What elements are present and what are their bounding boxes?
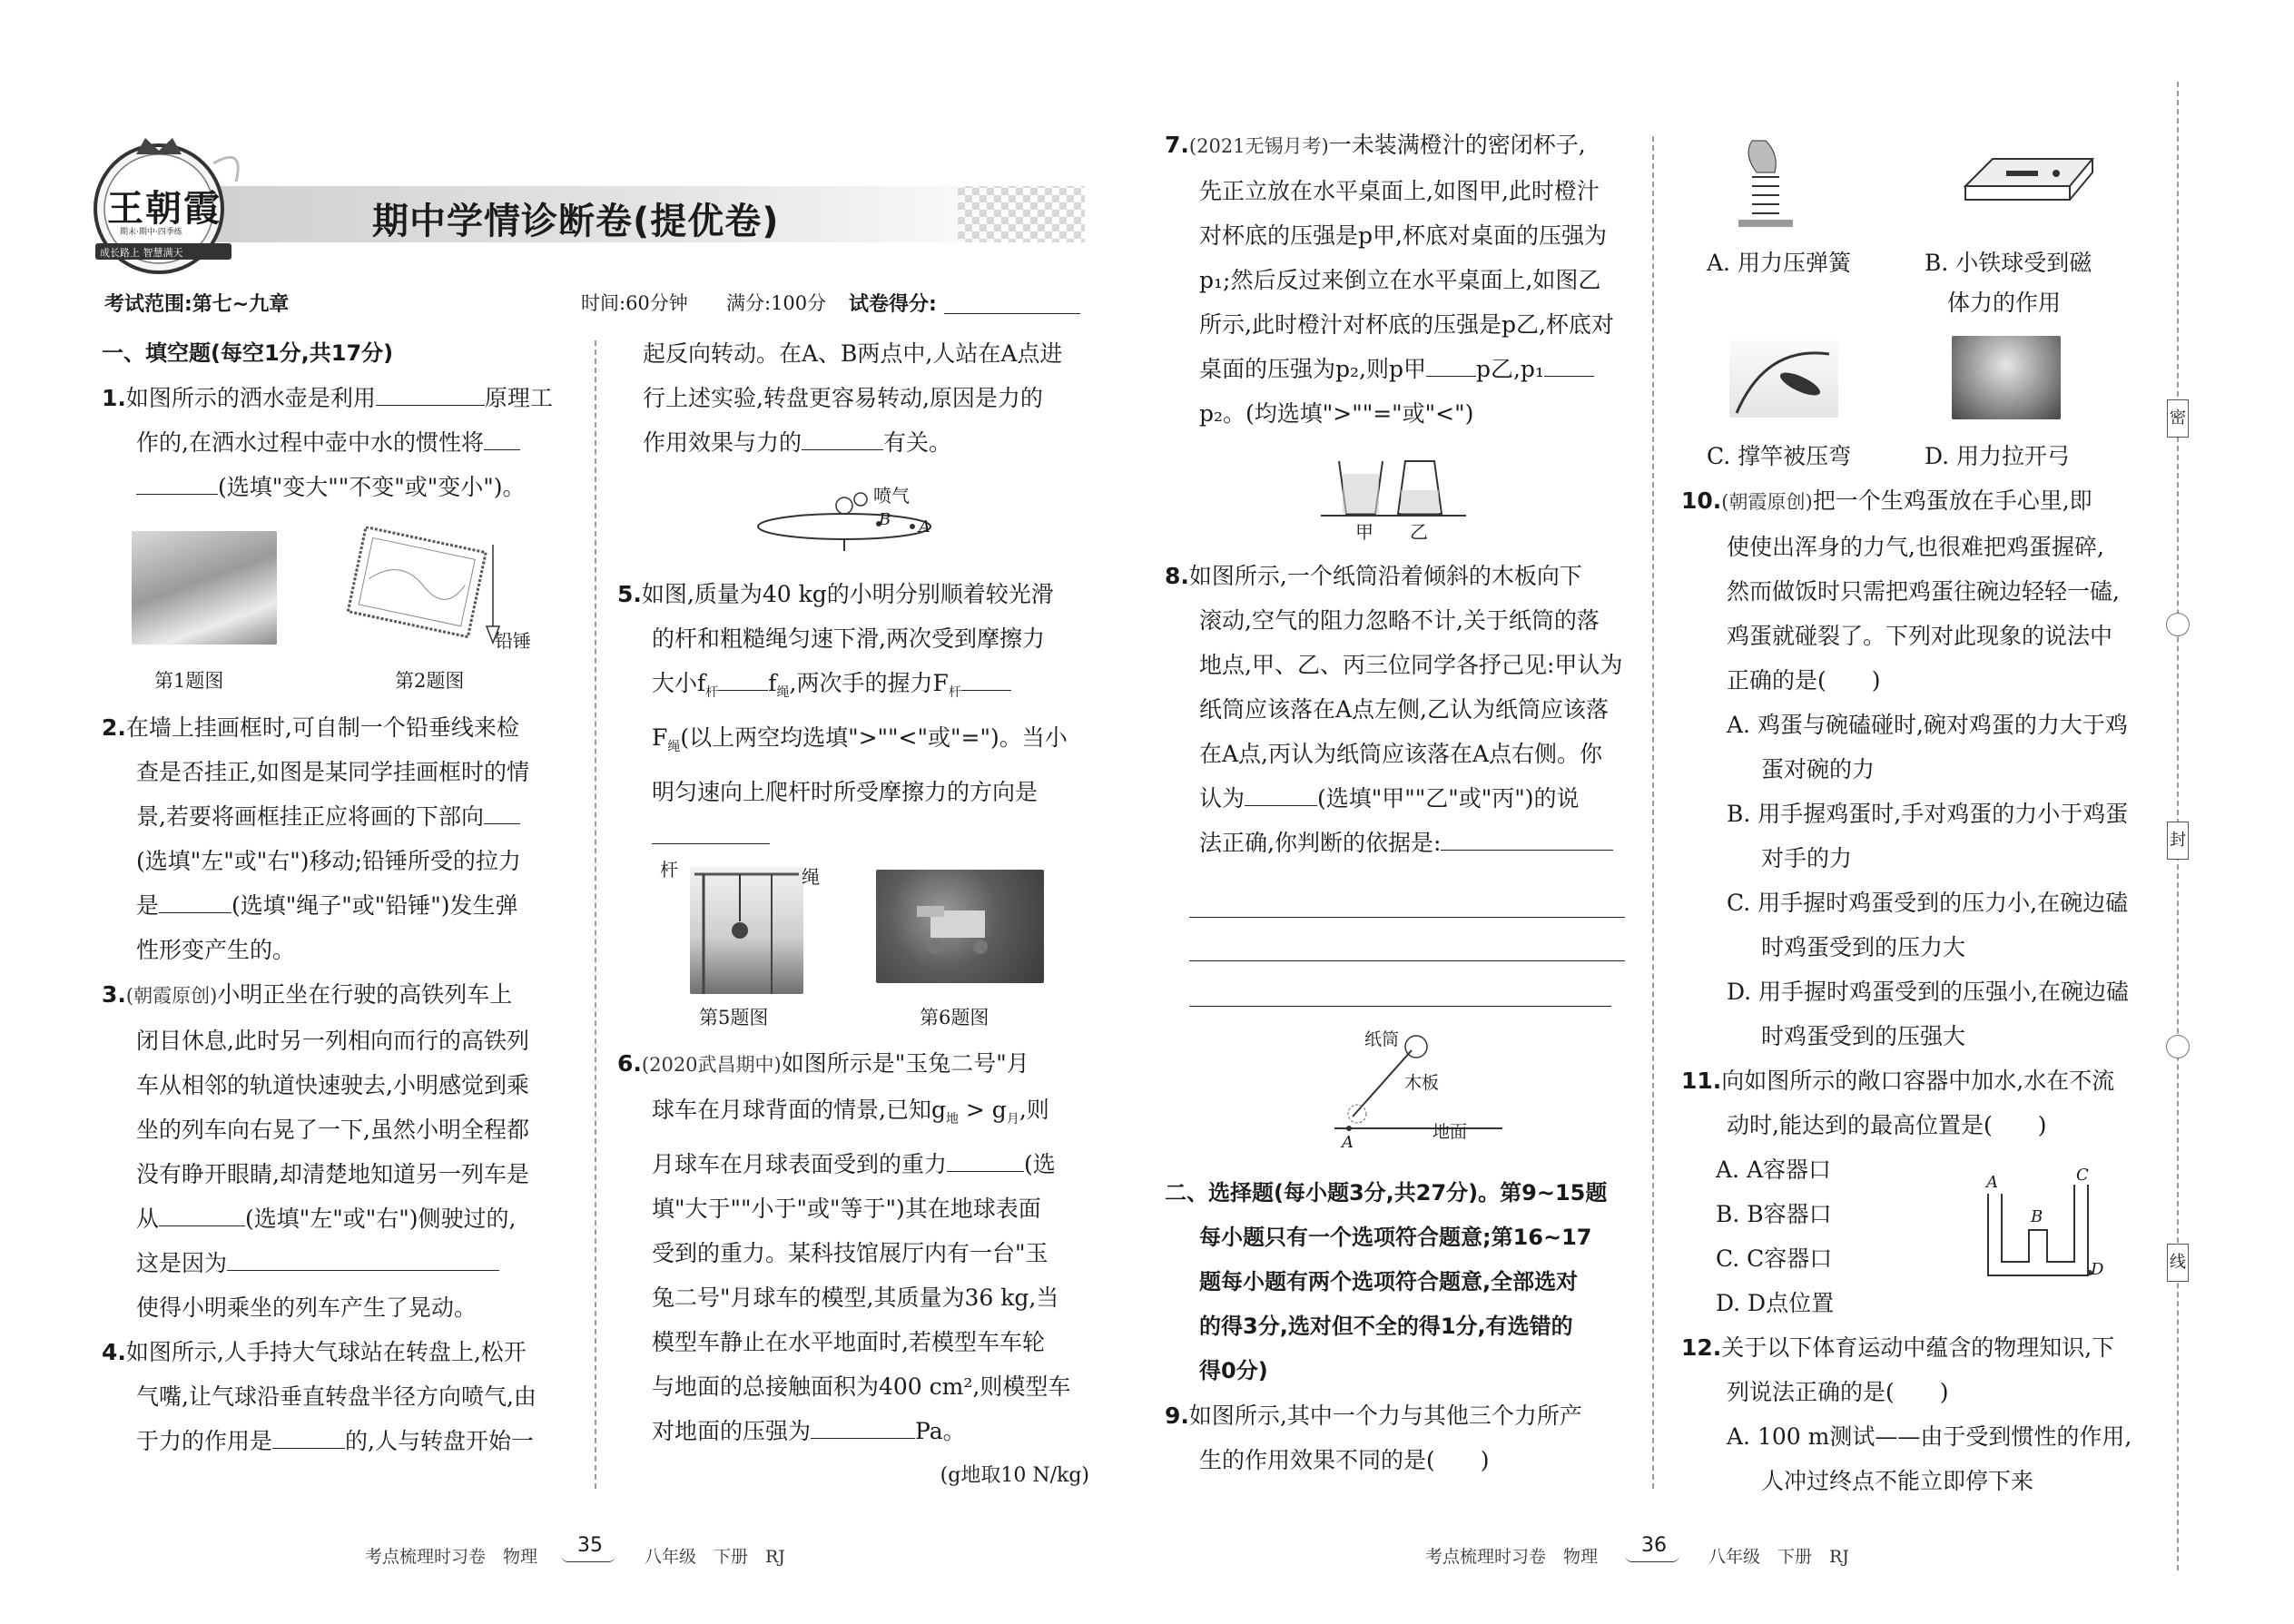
fig4-label-a: A (919, 517, 930, 536)
q3-line: 小明正坐在行驶的高铁列车上 (217, 981, 513, 1008)
q7-line: 所示,此时橙汁对杯底的压强是p乙,杯底对 (1199, 311, 1614, 338)
footer-left-page-number: 35 (577, 1534, 603, 1557)
question-number: 4. (102, 1339, 126, 1365)
q8-line: 地点,甲、乙、丙三位同学各抒己见:甲认为 (1199, 652, 1623, 678)
q11-option-a[interactable]: A. A容器口 (1716, 1156, 1832, 1183)
q7-line: p₁;然后反过来倒立在水平桌面上,如图乙 (1199, 267, 1601, 293)
q4-line: 作用效果与力的 (643, 429, 802, 456)
option-a[interactable]: A. 用力压弹簧 (1707, 250, 1851, 276)
q2-line: 查是否挂正,如图是某同学挂画框时的情 (136, 759, 529, 785)
q2-line: 性形变产生的。 (136, 937, 296, 963)
q6-line: 月球车在月球表面受到的重力 (652, 1151, 948, 1177)
q10-option-d[interactable] (1681, 969, 2158, 1058)
question-number: 3. (102, 981, 126, 1008)
footer-left-series: 考点梳理时习卷 物理 (365, 1547, 538, 1567)
question-number: 10. (1681, 487, 1722, 514)
question-source: (朝霞原创) (125, 985, 218, 1007)
option-text: D. 用手握时鸡蛋受到的压强小,在碗边磕 (1727, 979, 2129, 1005)
footer-right-series: 考点梳理时习卷 物理 (1425, 1547, 1599, 1567)
q3-line: 这是因为 (136, 1250, 228, 1276)
question-number: 9. (1165, 1403, 1189, 1429)
question-4-continued (643, 331, 1088, 465)
q6-line: 受到的重力。某科技馆展厅内有一台"玉 (652, 1240, 1049, 1266)
option-text: 对手的力 (1761, 845, 1853, 871)
q7-line: p乙,p₁ (1475, 356, 1544, 382)
q10-line: 使使出浑身的力气,也很难把鸡蛋握碎, (1727, 534, 2104, 560)
question-9 (1165, 1393, 1637, 1482)
q6-line: 填"大于""小于"或"等于")其在地球表面 (652, 1196, 1041, 1222)
score-field[interactable] (944, 313, 1080, 314)
q12-line: 关于以下体育运动中蕴含的物理知识,下 (1721, 1334, 2115, 1361)
answer-blank[interactable] (484, 802, 520, 824)
footer-right-grade: 八年级 下册 RJ (1708, 1547, 1849, 1567)
fig5-label-rope: 绳 (802, 866, 820, 888)
question-source: (2020武昌期中) (641, 1054, 782, 1076)
q3-line: 从 (136, 1206, 160, 1232)
q3-line: (选填"左"或"右")侧驶过的, (245, 1206, 517, 1232)
subscript: 杆 (705, 685, 719, 700)
q5-line: 大小f (652, 670, 706, 696)
pole-rope-photo (690, 867, 803, 994)
binding-ornament (2166, 613, 2190, 636)
binding-mark: 密 (2167, 399, 2189, 438)
column-2-q5 (617, 572, 1089, 859)
q2-line: 景,若要将画框挂正应将画的下部向 (136, 803, 484, 830)
q7-line: 桌面的压强为p₂,则p甲 (1199, 356, 1426, 382)
q10-option-a[interactable] (1681, 703, 2158, 792)
q8-line: 认为 (1199, 785, 1245, 812)
q8-line: 如图所示,一个纸筒沿着倾斜的木板向下 (1188, 563, 1582, 589)
question-number: 6. (617, 1050, 642, 1077)
q1-text: 原理 (484, 385, 530, 411)
section2-line: 的得3分,选对但不全的得1分,有选错的 (1199, 1314, 1573, 1339)
binding-mark: 线 (2167, 1244, 2189, 1282)
moon-rover-photo (876, 870, 1044, 983)
question-2 (102, 705, 574, 972)
q8-line: 滚动,空气的阻力忽略不计,关于纸筒的落 (1199, 607, 1600, 634)
exam-full-score: 满分:100分 (726, 292, 827, 314)
figure-caption: 第5题图 (699, 1007, 769, 1029)
q4-line: 行上述实验,转盘更容易转动,原因是力的 (643, 385, 1043, 411)
q6-line: 兔二号"月球车的模型,其质量为36 kg,当 (652, 1284, 1059, 1311)
section-title-fill: 一、填空题(每空1分,共17分) (102, 340, 394, 366)
q9-options-row (1707, 243, 2161, 323)
q6-line: 球车在月球背面的情景,已知g (652, 1097, 946, 1123)
section2-line: 得0分) (1199, 1358, 1268, 1383)
column-separator (1652, 136, 1654, 1489)
q2-line: (选填"绳子"或"铅锤")发生弹 (231, 892, 518, 919)
brand-name: 王朝霞 (107, 187, 222, 230)
answer-line[interactable] (1189, 1006, 1611, 1007)
subscript: 绳 (776, 685, 790, 700)
fig8-label-tube: 纸筒 (1364, 1029, 1400, 1049)
answer-blank[interactable] (159, 1204, 245, 1226)
q6-line: 对地面的压强为 (652, 1418, 812, 1444)
q6-note: (g地取10 N/kg) (940, 1464, 1089, 1487)
fig7-label-jia: 甲 (1355, 521, 1373, 543)
answer-blank[interactable] (947, 1149, 1024, 1172)
question-number: 2. (102, 714, 126, 741)
answer-blank[interactable] (136, 472, 218, 495)
magnet-ball-figure (1956, 145, 2102, 218)
q6-line: 模型车静止在水平地面时,若模型车车轮 (652, 1329, 1045, 1355)
question-7 (1165, 123, 1628, 436)
q3-line: 没有睁开眼睛,却清楚地知道另一列车是 (136, 1161, 529, 1187)
question-3 (102, 972, 574, 1330)
option-b[interactable]: B. 小铁球受到磁 (1925, 250, 2092, 276)
question-number: 5. (617, 581, 642, 607)
answer-blank[interactable] (484, 428, 520, 450)
q4-line: 起反向转动。在A、B两点中,人站在A点进 (643, 340, 1063, 367)
subscript: 绳 (667, 740, 681, 754)
exam-time: 时间:60分钟 (581, 292, 688, 314)
q4-line: 有关。 (883, 429, 952, 456)
q11-option-c[interactable]: C. C容器口 (1716, 1245, 1833, 1272)
figure-caption: 第1题图 (154, 670, 224, 692)
question-5 (617, 572, 1089, 859)
q11-option-b[interactable]: B. B容器口 (1716, 1201, 1832, 1227)
question-1 (102, 376, 574, 509)
answer-line[interactable] (1189, 960, 1625, 961)
answer-blank[interactable] (159, 891, 231, 913)
subscript: 地 (945, 1112, 959, 1127)
fig11-label-a: A (1986, 1173, 1998, 1192)
archery-photo (1952, 336, 2061, 419)
q8-line: (选填"甲""乙"或"丙")的说 (1317, 785, 1580, 812)
fig11-label-b: B (2031, 1207, 2043, 1226)
question-number: 8. (1165, 563, 1189, 589)
fig4-label-spray: 喷气 (873, 485, 910, 507)
question-10 (1681, 478, 2158, 703)
column-separator (595, 340, 596, 1489)
figure-caption: 第2题图 (395, 670, 465, 692)
option-text: B. 用手握鸡蛋时,手对鸡蛋的力小于鸡蛋 (1727, 801, 2129, 827)
answer-blank[interactable] (652, 822, 770, 844)
moon-rover-drawing (876, 870, 1044, 983)
q8-line: 在A点,丙认为纸筒应该落在A点右侧。你 (1199, 741, 1603, 767)
section2-line: 二、选择题(每小题3分,共27分)。第9~15题 (1165, 1180, 1608, 1206)
figure-caption: 第6题图 (920, 1007, 989, 1029)
q5-line: ,两次手的握力F (789, 670, 949, 696)
q6-line: (选 (1024, 1151, 1056, 1177)
answer-blank[interactable] (1441, 828, 1613, 851)
picture-frame-figure (340, 527, 513, 658)
column-4-q10 (1681, 478, 2158, 1503)
answer-line[interactable] (1189, 917, 1625, 918)
question-number: 11. (1681, 1068, 1722, 1094)
binding-ornament (2166, 1035, 2190, 1058)
q6-line: 与地面的总接触面积为400 cm²,则模型车 (652, 1373, 1071, 1400)
fig5-label-pole: 杆 (660, 859, 678, 881)
page-title: 期中学情诊断卷(提优卷) (372, 201, 780, 242)
q10-line: 鸡蛋就碰裂了。下列对此现象的说法中 (1727, 623, 2113, 649)
question-number: 12. (1681, 1334, 1722, 1361)
column-1-lower (102, 705, 574, 1463)
brand-subtitle: 期末·期中·四季练 (120, 228, 182, 237)
answer-blank[interactable] (1544, 354, 1594, 377)
q4-line: 于力的作用是 (136, 1428, 273, 1454)
fig11-label-c: C (2076, 1166, 2089, 1185)
section2-line: 每小题只有一个选项符合题意;第16~17 (1199, 1225, 1592, 1250)
column-3-q8 (1165, 554, 1628, 865)
pole-vault-photo (1729, 340, 1838, 418)
answer-blank[interactable] (1426, 354, 1476, 377)
option-text: C. 用手握时鸡蛋受到的压力小,在碗边磕 (1727, 890, 2129, 916)
q10-option-b[interactable] (1681, 792, 2158, 881)
score-label: 试卷得分: (849, 293, 937, 316)
binding-mark: 封 (2167, 822, 2189, 860)
q9-options-cd (1707, 434, 2161, 478)
option-text: 时鸡蛋受到的压强大 (1761, 1023, 1966, 1049)
answer-blank[interactable] (718, 668, 768, 691)
answer-blank[interactable] (376, 383, 485, 406)
q9-line: 生的作用效果不同的是( ) (1199, 1447, 1490, 1473)
q9-line: 如图所示,其中一个力与其他三个力所产 (1188, 1403, 1582, 1429)
q4-line: 如图所示,人手持大气球站在转盘上,松开 (125, 1339, 527, 1365)
footer-left-grade: 八年级 下册 RJ (645, 1547, 785, 1567)
pole-vault-drawing (1729, 340, 1838, 418)
fig8-label-ground: 地面 (1433, 1122, 1468, 1142)
option-c[interactable]: C. 撑竿被压弯 (1707, 443, 1852, 469)
spring-press-figure (1725, 136, 1797, 231)
q3-line: 车从相邻的轨道快速驶去,小明感觉到乘 (136, 1072, 529, 1098)
q3-line: 闭目休息,此时另一列相向而行的高铁列 (136, 1028, 529, 1054)
column-2 (643, 331, 1088, 465)
q1-text: (选填"变大""不变"或"变小")。 (218, 474, 526, 500)
q10-option-c[interactable] (1681, 881, 2158, 969)
q6-line: 如图所示是"玉兔二号"月 (781, 1050, 1029, 1077)
column-2-q6 (617, 1041, 1089, 1498)
q9-options-row (1707, 434, 2161, 478)
fig7-label-yi: 乙 (1410, 521, 1428, 543)
column-3-section2 (1165, 1171, 1637, 1482)
q4-line: 的,人与转盘开始一 (345, 1428, 534, 1454)
question-source: (2021无锡月考) (1188, 135, 1329, 157)
q11-line: 向如图所示的敞口容器中加水,水在不流 (1721, 1068, 2115, 1094)
q3-line: 坐的列车向右晃了一下,虽然小明全程都 (136, 1117, 529, 1143)
q11-option-d[interactable]: D. D点位置 (1716, 1290, 1835, 1316)
question-number: 1. (102, 385, 126, 411)
q7-line: 先正立放在水平桌面上,如图甲,此时橙汁 (1199, 178, 1600, 204)
q7-line: 一未装满橙汁的密闭杯子, (1328, 132, 1586, 158)
question-6 (617, 1041, 1089, 1453)
cups-figure (1316, 454, 1471, 522)
q7-line: 对杯底的压强是p甲,杯底对桌面的压强为 (1199, 222, 1607, 249)
option-text: 人冲过终点不能立即停下来 (1761, 1468, 2034, 1494)
answer-blank[interactable] (961, 668, 1011, 691)
question-11 (1681, 1058, 2158, 1147)
q5-line: F (652, 724, 668, 751)
answer-blank[interactable] (227, 1248, 499, 1271)
subscript: 月 (1006, 1112, 1019, 1127)
q8-line: 法正确,你判断的依据是: (1199, 830, 1442, 856)
fig8-label-board: 木板 (1404, 1073, 1440, 1093)
option-d[interactable]: D. 用力拉开弓 (1925, 443, 2071, 469)
q1-text: 工作的,在洒水过程中壶中水的惯性将 (136, 385, 553, 456)
footer-right-page-number: 36 (1641, 1534, 1667, 1557)
q5-line: 如图,质量为40 kg的小明分别顺着较光滑 (641, 581, 1054, 607)
q1-text: 如图所示的洒水壶是利用 (125, 385, 376, 411)
q2-line: 在墙上挂画框时,可自制一个铅垂线来检 (125, 714, 519, 741)
question-12 (1681, 1325, 2158, 1414)
fig11-label-d: D (2091, 1260, 2104, 1279)
answer-blank[interactable] (802, 428, 883, 450)
fig8-label-a: A (1342, 1133, 1354, 1152)
q6-line: > g (958, 1097, 1007, 1123)
section2-line: 题每小题有两个选项符合题意,全部选对 (1199, 1269, 1579, 1294)
pole-rope-drawing (690, 867, 803, 994)
q5-line: 明匀速向上爬杆时所受摩擦力的方向是 (652, 779, 1039, 805)
question-number: 7. (1165, 132, 1189, 158)
q9-options-ab (1707, 243, 2161, 323)
option-b: 体力的作用 (1947, 290, 2062, 316)
subscript: 杆 (948, 685, 961, 700)
q10-line: 把一个生鸡蛋放在手心里,即 (1812, 487, 2092, 514)
option-text: 时鸡蛋受到的压力大 (1761, 934, 1966, 960)
q10-line: 正确的是( ) (1727, 667, 1881, 694)
fig2-label: 铅锤 (495, 630, 531, 652)
q7-line: p₂。(均选填">""="或"<") (1199, 400, 1474, 427)
answer-blank[interactable] (272, 1426, 345, 1449)
q2-line: (选填"左"或"右")移动;铅锤所受的拉力 (136, 848, 521, 874)
q10-line: 然而做饭时只需把鸡蛋往碗边轻轻一磕, (1727, 578, 2120, 605)
question-8 (1165, 554, 1628, 865)
section-title-choice (1165, 1171, 1637, 1393)
q8-line: 纸筒应该落在A点左侧,乙认为纸筒应该落 (1199, 696, 1610, 723)
question-source: (朝霞原创) (1721, 491, 1813, 513)
q4-line: 气嘴,让气球沿垂直转盘半径方向喷气,由 (136, 1383, 537, 1410)
q12-option-a[interactable] (1681, 1414, 2158, 1503)
q2-line: 是 (136, 892, 160, 919)
answer-blank[interactable] (1245, 783, 1317, 806)
q11-line: 动时,能达到的最高位置是( ) (1727, 1112, 2047, 1138)
question-4 (102, 1330, 574, 1463)
exam-scope: 考试范围:第七~九章 (104, 293, 290, 316)
q5-line: 的杆和粗糙绳匀速下滑,两次受到摩擦力 (652, 625, 1045, 652)
option-text: A. 鸡蛋与碗磕碰时,碗对鸡蛋的力大于鸡 (1727, 712, 2128, 738)
q5-line: (以上两空均选填">""<"或"=")。当小 (680, 724, 1068, 751)
q6-line: ,则 (1019, 1097, 1049, 1123)
q5-line: f (768, 670, 777, 696)
option-text: A. 100 m测试——由于受到惯性的作用, (1727, 1423, 2132, 1450)
column-1 (102, 331, 574, 509)
watering-can-photo (132, 531, 277, 645)
column-3 (1165, 123, 1628, 436)
q6-line: Pa。 (915, 1418, 966, 1444)
q3-line: 使得小明乘坐的列车产生了晃动。 (136, 1294, 478, 1321)
brand-ribbon: 成长路上 智慧满天 (100, 247, 183, 259)
option-text: 蛋对碗的力 (1761, 756, 1876, 782)
answer-blank[interactable] (811, 1416, 915, 1439)
fig4-label-b: B (879, 510, 891, 529)
q12-line: 列说法正确的是( ) (1727, 1379, 1949, 1405)
